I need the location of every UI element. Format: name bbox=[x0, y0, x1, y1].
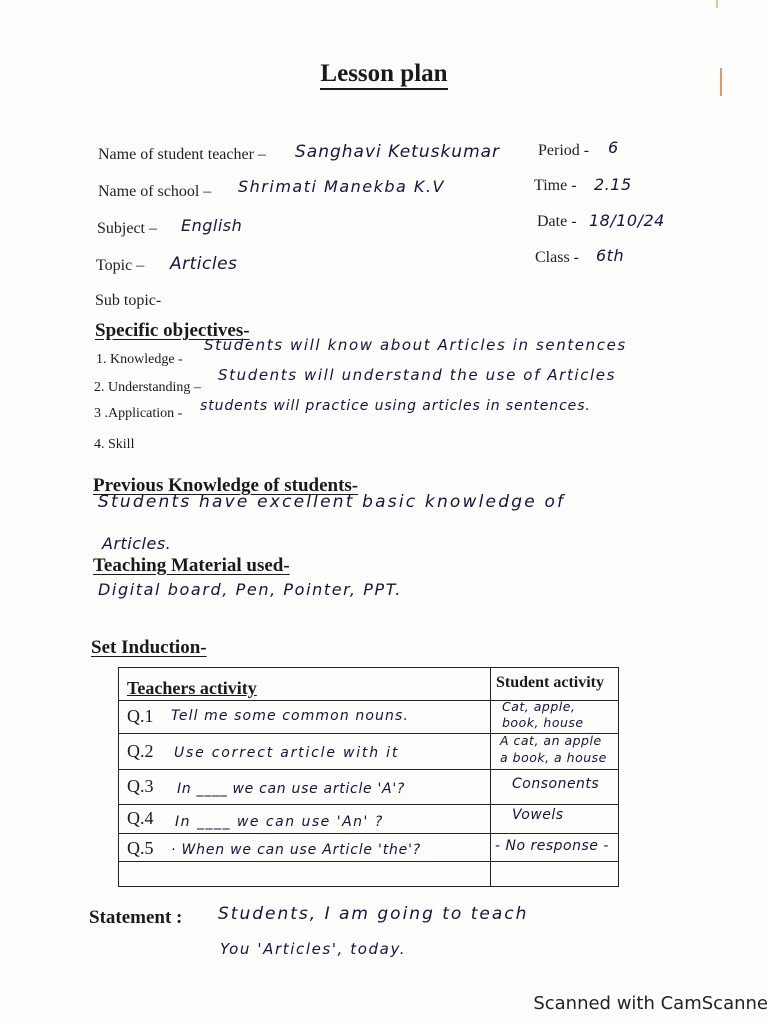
objective-knowledge-label: 1. Knowledge - bbox=[96, 352, 183, 367]
student-teacher-value: Sanghavi Ketuskumar bbox=[295, 142, 501, 162]
table-row-student: Cat, apple, bbox=[502, 699, 576, 714]
table-row-q: Q.2 bbox=[127, 741, 154, 761]
subject-label: Subject – bbox=[97, 220, 157, 237]
time-label: Time - bbox=[534, 177, 577, 194]
page-edge-mark bbox=[716, 0, 718, 8]
previous-knowledge-line2: Articles. bbox=[102, 534, 172, 553]
objective-skill-label: 4. Skill bbox=[94, 437, 135, 452]
col-header-student: Student activity bbox=[496, 674, 604, 691]
table-row-q: Q.3 bbox=[127, 776, 154, 796]
subject-value: English bbox=[181, 216, 243, 235]
school-label: Name of school – bbox=[98, 183, 212, 200]
statement-label: Statement : bbox=[89, 907, 183, 928]
statement-line2: You 'Articles', today. bbox=[220, 940, 407, 958]
table-row-student: book, house bbox=[502, 715, 584, 730]
page-title: Lesson plan bbox=[0, 60, 768, 88]
objectives-heading: Specific objectives- bbox=[95, 320, 250, 341]
table-row-teacher: In ____ we can use 'An' ? bbox=[175, 814, 384, 830]
set-induction-table bbox=[118, 667, 619, 887]
teaching-material-value: Digital board, Pen, Pointer, PPT. bbox=[98, 580, 402, 599]
table-row-teacher: · When we can use Article 'the'? bbox=[171, 842, 421, 858]
table-row-student: a book, a house bbox=[500, 750, 607, 765]
previous-knowledge-heading: Previous Knowledge of students- bbox=[93, 475, 359, 496]
teaching-material-heading: Teaching Material used- bbox=[93, 555, 290, 576]
table-row-divider bbox=[119, 861, 618, 862]
statement-line1: Students, I am going to teach bbox=[218, 904, 529, 924]
table-row-student: Vowels bbox=[512, 807, 564, 823]
table-row-q: Q.1 bbox=[127, 706, 154, 726]
table-row-student: A cat, an apple bbox=[500, 733, 602, 748]
objective-understanding-value: Students will understand the use of Articles bbox=[218, 366, 617, 384]
table-row-q: Q.4 bbox=[127, 808, 154, 828]
class-value: 6th bbox=[596, 246, 625, 265]
date-value: 18/10/24 bbox=[589, 211, 665, 230]
period-label: Period - bbox=[538, 142, 590, 159]
col-header-teacher: Teachers activity bbox=[127, 678, 257, 698]
table-row-divider bbox=[119, 833, 618, 834]
table-row-teacher: In ____ we can use article 'A'? bbox=[177, 781, 406, 797]
date-label: Date - bbox=[537, 213, 577, 230]
time-value: 2.15 bbox=[594, 175, 632, 194]
objective-application-value: students will practice using articles in sentences. bbox=[200, 398, 591, 414]
objective-understanding-label: 2. Understanding – bbox=[94, 380, 201, 395]
table-row-student: Consonents bbox=[512, 776, 600, 792]
scanner-watermark: Scanned with CamScanne bbox=[533, 993, 768, 1014]
table-row-student: - No response - bbox=[495, 838, 609, 854]
table-row-q: Q.5 bbox=[127, 838, 154, 858]
topic-label: Topic – bbox=[96, 257, 145, 274]
objective-knowledge-value: Students will know about Articles in sentences bbox=[204, 336, 627, 354]
table-row-teacher: Tell me some common nouns. bbox=[171, 708, 409, 724]
class-label: Class - bbox=[535, 249, 579, 266]
table-row-divider bbox=[119, 804, 618, 805]
set-induction-heading: Set Induction- bbox=[91, 637, 207, 658]
previous-knowledge-line1: Students have excellent basic knowledge of bbox=[98, 492, 566, 512]
table-row-divider bbox=[119, 769, 618, 770]
topic-value: Articles bbox=[170, 254, 238, 274]
subtopic-label: Sub topic- bbox=[95, 292, 162, 309]
objective-application-label: 3 .Application - bbox=[94, 406, 183, 421]
student-teacher-label: Name of student teacher – bbox=[98, 146, 266, 163]
school-value: Shrimati Manekba K.V bbox=[238, 177, 445, 196]
period-value: 6 bbox=[608, 138, 619, 157]
table-row-teacher: Use correct article with it bbox=[174, 745, 400, 761]
